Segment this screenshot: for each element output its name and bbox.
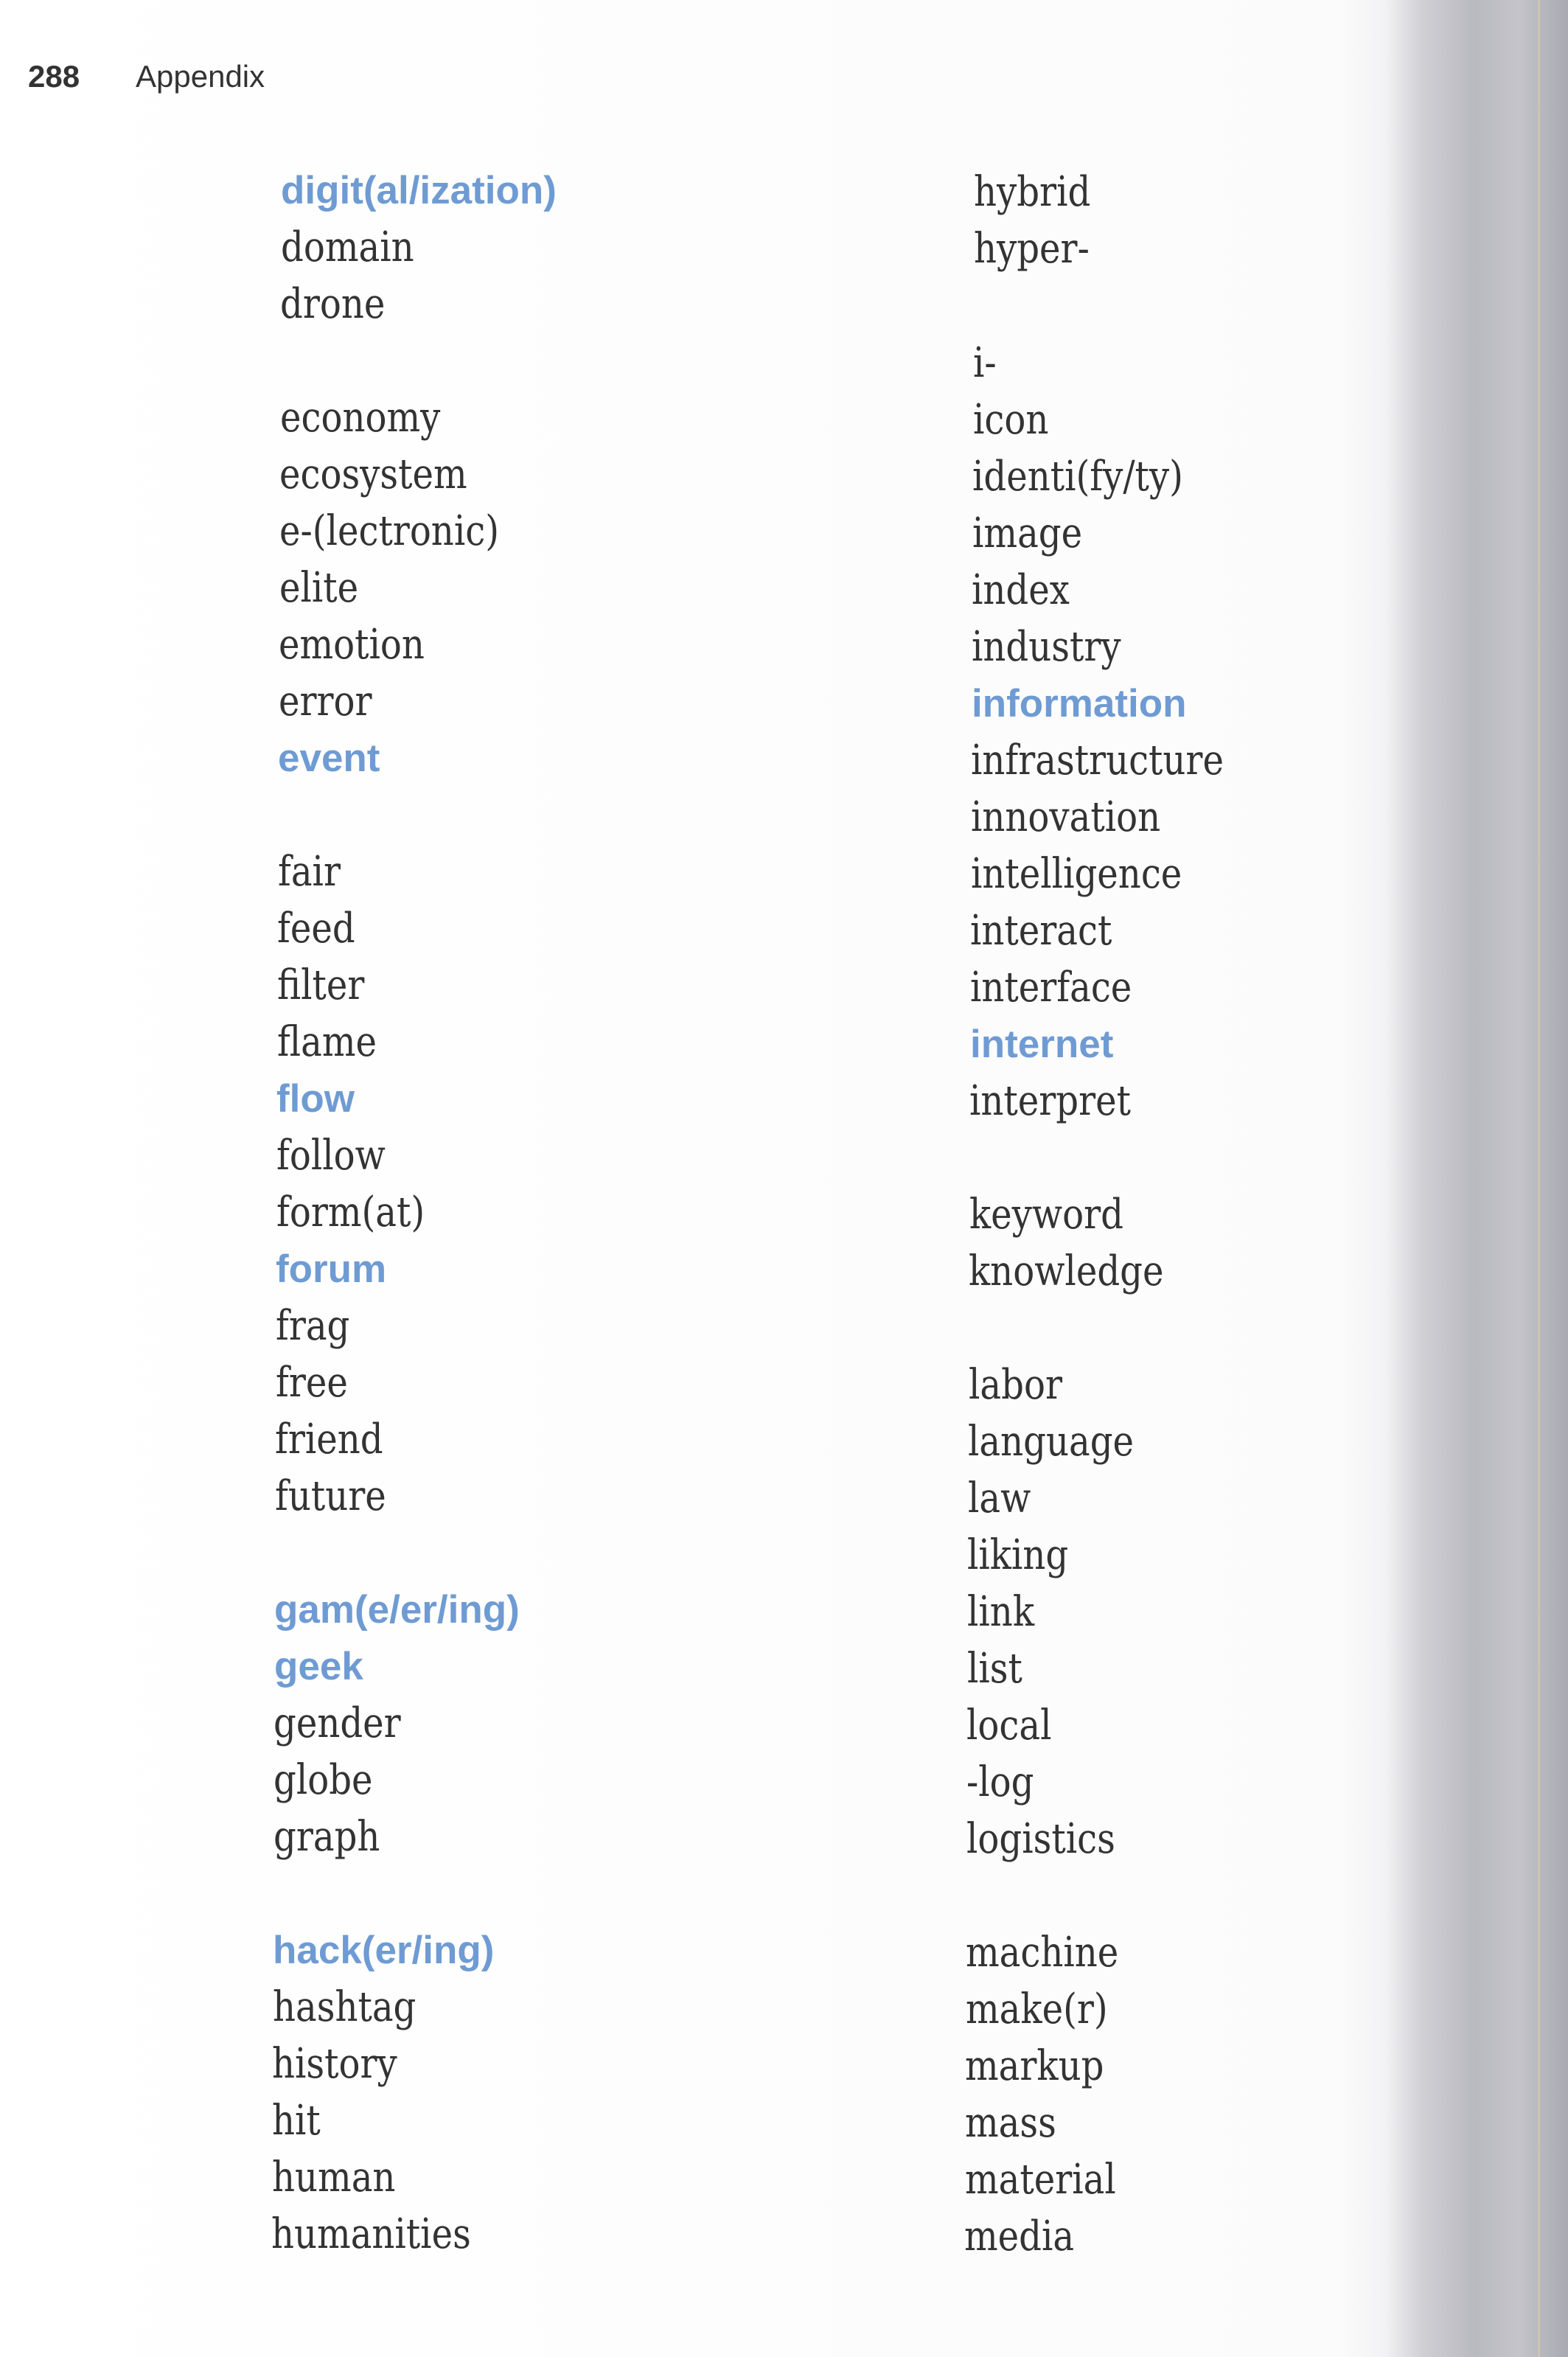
index-term: image: [972, 509, 1083, 557]
index-term: free: [276, 1359, 348, 1407]
index-term-highlighted: forum: [276, 1247, 387, 1291]
index-term-highlighted: flow: [276, 1077, 355, 1121]
index-term: flame: [277, 1018, 377, 1066]
index-term: identi(fy/ty): [972, 453, 1183, 501]
index-term: emotion: [279, 621, 425, 669]
index-term: hybrid: [974, 168, 1091, 216]
index-term: error: [279, 678, 372, 725]
index-term: elite: [279, 564, 359, 612]
index-term: language: [968, 1418, 1135, 1466]
index-term: interface: [970, 964, 1132, 1012]
index-term: e-(lectronic): [279, 507, 499, 555]
index-term: liking: [967, 1531, 1069, 1579]
index-term: infrastructure: [971, 737, 1224, 784]
index-term: future: [275, 1472, 386, 1520]
index-term: hit: [272, 2097, 321, 2145]
page-number: 288: [28, 59, 80, 94]
index-term-highlighted: geek: [274, 1645, 363, 1688]
index-term: fair: [278, 848, 341, 896]
index-term: ecosystem: [279, 450, 467, 498]
index-term: interact: [970, 907, 1112, 955]
index-term: humanities: [271, 2210, 471, 2258]
index-term: economy: [280, 394, 441, 442]
index-term: local: [966, 1702, 1052, 1750]
index-term: globe: [273, 1756, 373, 1804]
index-term: law: [968, 1475, 1031, 1522]
index-term: hyper-: [974, 225, 1090, 273]
index-term: follow: [276, 1132, 386, 1180]
running-head: Appendix: [136, 59, 265, 94]
index-term: i-: [973, 339, 997, 387]
index-term: labor: [969, 1361, 1062, 1409]
index-term: keyword: [969, 1191, 1123, 1239]
index-term: gender: [273, 1699, 401, 1747]
index-term: innovation: [971, 793, 1161, 841]
index-term: -log: [966, 1758, 1034, 1806]
index-term: index: [972, 566, 1070, 614]
index-term-highlighted: internet: [970, 1023, 1114, 1066]
index-term: filter: [277, 961, 365, 1009]
index-term: machine: [966, 1929, 1119, 1977]
index-term: intelligence: [971, 850, 1182, 898]
index-term: domain: [281, 223, 414, 271]
index-term: interpret: [969, 1077, 1132, 1125]
index-term-highlighted: digit(al/ization): [281, 169, 557, 212]
index-term: feed: [277, 905, 355, 953]
index-term: history: [272, 2040, 397, 2088]
index-term-highlighted: hack(er/ing): [273, 1929, 495, 1972]
index-term-highlighted: information: [972, 682, 1187, 725]
index-term: friend: [275, 1416, 383, 1463]
index-term: form(at): [276, 1188, 425, 1236]
index-term: logistics: [966, 1815, 1115, 1863]
index-term: drone: [280, 280, 386, 328]
index-term: knowledge: [969, 1247, 1164, 1295]
index-term: mass: [965, 2099, 1056, 2147]
index-term-highlighted: gam(e/er/ing): [274, 1588, 520, 1632]
index-term: industry: [972, 623, 1121, 671]
index-term-highlighted: event: [278, 737, 380, 780]
index-term: icon: [973, 396, 1049, 444]
index-term: hashtag: [273, 1983, 417, 2031]
index-term: graph: [273, 1813, 380, 1861]
index-term: make(r): [966, 1985, 1108, 2033]
index-term: link: [967, 1588, 1035, 1636]
index-term: material: [965, 2156, 1116, 2204]
index-term: frag: [276, 1302, 350, 1350]
page-edge: [1538, 0, 1540, 2357]
index-term: list: [967, 1645, 1022, 1693]
index-term: markup: [965, 2042, 1104, 2090]
index-term: human: [272, 2154, 396, 2201]
index-term: media: [964, 2212, 1075, 2260]
